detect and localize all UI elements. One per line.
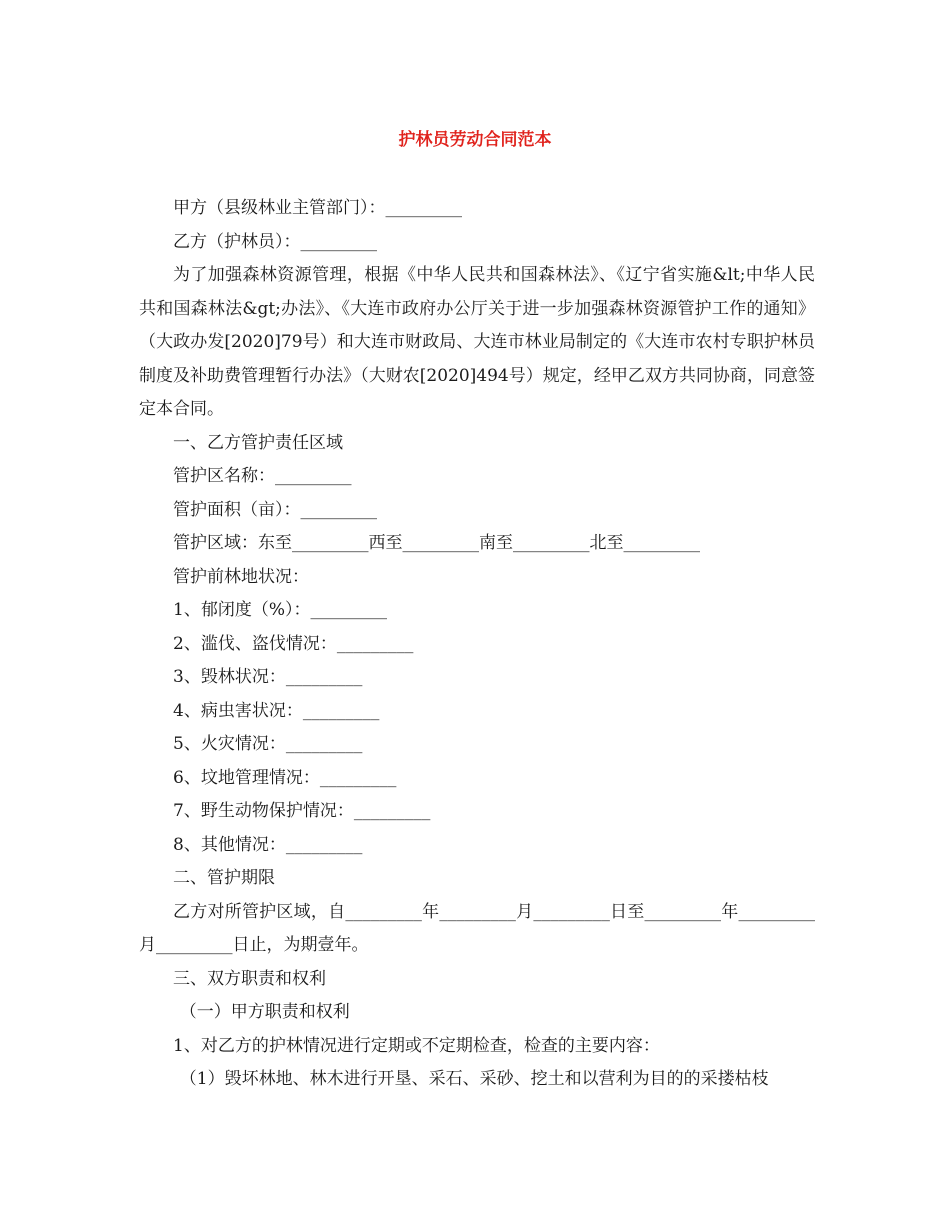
party-a-line: 甲方（县级林业主管部门）：_________ (173, 198, 462, 218)
status-item: 8、其他情况：_________ (173, 834, 363, 855)
status-item: 2、滥伐、盗伐情况：_________ (173, 633, 414, 654)
area-size-line: 管护面积（亩）：_________ (173, 499, 377, 520)
duty-1-item-1: （1）毁坏林地、林木进行开垦、采石、采砂、挖土和以营利为目的的采搂枯枝 (179, 1069, 769, 1089)
status-item: 1、郁闭度（%）：_________ (173, 600, 387, 620)
area-name-line: 管护区名称：_________ (173, 466, 352, 486)
section-1-heading: 一、乙方管护责任区域 (173, 432, 343, 453)
preamble-paragraph: 为了加强森林资源管理，根据《中华人民共和国森林法》、《辽宁省实施&lt;中华人民共和国森林法&gt;办法》、《大连市政府办公厅关于进一步加强森林资源管护工作的通知》（大政办发[2020]79号）和大连市财政局、大连市林业局制定的《大连市农村专职护林员制度及补助费管理暂行办法》（大财农[2020]494号）规定，经甲乙双方共同协商，同意签定本合同。 (139, 265, 815, 419)
status-item: 5、火灾情况：_________ (173, 734, 363, 754)
document-body (139, 192, 815, 1097)
party-b-line: 乙方（护林员）：_________ (173, 231, 377, 252)
status-item: 6、坟地管理情况：_________ (173, 767, 397, 788)
forest-status-heading: 管护前林地状况： (173, 566, 309, 587)
status-item: 4、病虫害状况：_________ (173, 700, 380, 721)
document-title: 护林员劳动合同范本 (398, 130, 552, 150)
section-2-heading: 二、管护期限 (173, 868, 275, 888)
term-paragraph: 乙方对所管护区域，自_________年_________月_________日至_________年_________月_________日止，为期壹年。 (139, 901, 815, 955)
area-bounds-line: 管护区域：东至_________西至_________南至_________北至_________ (173, 533, 700, 553)
status-item: 7、野生动物保护情况：_________ (173, 801, 431, 821)
duty-1-line: 1、对乙方的护林情况进行定期或不定期检查，检查的主要内容： (173, 1035, 660, 1056)
status-item: 3、毁林状况：_________ (173, 667, 363, 687)
subsection-a-heading: （一）甲方职责和权利 (179, 1002, 350, 1022)
section-3-heading: 三、双方职责和权利 (173, 968, 326, 989)
